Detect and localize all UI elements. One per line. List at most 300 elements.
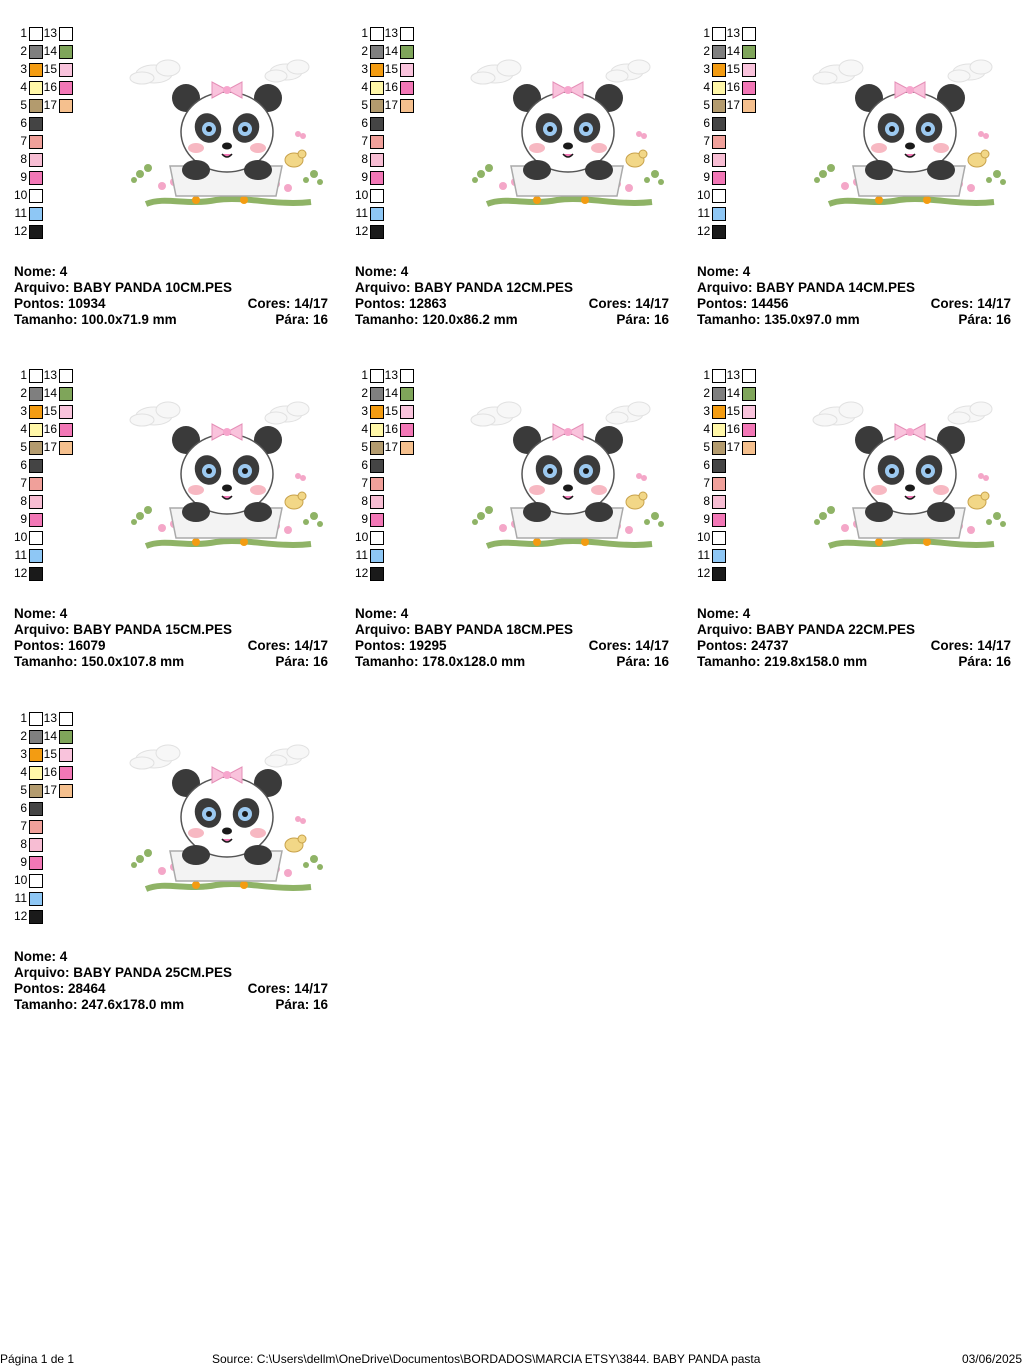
color-swatch [29, 820, 43, 834]
palette-row [355, 458, 415, 476]
swatch-number: 5 [703, 440, 710, 454]
palette-row [370, 404, 415, 422]
color-swatch [400, 423, 414, 437]
design-card [14, 26, 334, 326]
color-swatch [29, 531, 43, 545]
swatch-number: 4 [20, 765, 27, 779]
design-size: 150.0x107.8 mm [81, 654, 185, 669]
color-swatch [29, 117, 43, 131]
size-label: Tamanho: [14, 997, 78, 1012]
swatch-number: 14 [726, 386, 740, 400]
name-label: Nome: [14, 606, 57, 621]
palette-row [29, 404, 74, 422]
swatch-number: 3 [20, 747, 27, 761]
swatch-number: 7 [20, 819, 27, 833]
color-swatch [400, 369, 414, 383]
palette-row [697, 512, 757, 530]
swatch-number: 17 [726, 98, 740, 112]
stitches-label: Pontos: [14, 296, 65, 311]
swatch-number: 5 [361, 98, 368, 112]
swatch-number: 4 [20, 80, 27, 94]
file-label: Arquivo: [355, 280, 411, 295]
palette-row [712, 80, 757, 98]
stops-label: Pára: [616, 312, 651, 327]
palette-row [697, 134, 757, 152]
swatch-number: 17 [726, 440, 740, 454]
palette-row [29, 747, 74, 765]
panda-embroidery-preview [809, 398, 1009, 558]
palette-row [355, 152, 415, 170]
color-swatch [712, 171, 726, 185]
design-stitches: 12863 [409, 296, 447, 311]
design-info [697, 606, 1011, 670]
palette-row [14, 548, 74, 566]
size-label: Tamanho: [355, 312, 419, 327]
swatch-number: 14 [43, 729, 57, 743]
palette-row [697, 530, 757, 548]
color-swatch [712, 549, 726, 563]
color-swatch [29, 189, 43, 203]
design-name: 4 [742, 606, 751, 621]
color-swatch [59, 423, 73, 437]
swatch-number: 2 [703, 386, 710, 400]
color-swatch [712, 207, 726, 221]
swatch-number: 11 [355, 206, 368, 220]
color-swatch [59, 81, 73, 95]
design-size: 100.0x71.9 mm [81, 312, 177, 327]
bird-icon [626, 492, 647, 509]
swatch-number: 7 [703, 134, 710, 148]
palette-row [355, 512, 415, 530]
panda-head [172, 84, 282, 172]
swatch-number: 8 [361, 152, 368, 166]
stitches-label: Pontos: [697, 638, 748, 653]
colors-label: Cores: [930, 296, 974, 311]
swatch-number: 14 [726, 44, 740, 58]
swatch-number: 8 [20, 837, 27, 851]
palette-row [29, 98, 74, 116]
color-swatch [712, 225, 726, 239]
cloud-icon [606, 402, 650, 424]
file-label: Arquivo: [14, 280, 70, 295]
palette-row [14, 188, 74, 206]
palette-row [14, 458, 74, 476]
color-swatch [370, 495, 384, 509]
color-swatch [400, 387, 414, 401]
color-swatch [712, 477, 726, 491]
palette-row [29, 80, 74, 98]
palette-row [14, 170, 74, 188]
color-swatch [29, 856, 43, 870]
swatch-number: 8 [20, 152, 27, 166]
color-swatch [400, 441, 414, 455]
panda-head [855, 84, 965, 172]
color-swatch [712, 567, 726, 581]
design-file: BABY PANDA 15CM.PES [73, 622, 233, 637]
palette-row [14, 909, 74, 927]
design-file: BABY PANDA 12CM.PES [414, 280, 574, 295]
swatch-number: 2 [20, 44, 27, 58]
color-swatch [370, 567, 384, 581]
palette-row [355, 530, 415, 548]
swatch-number: 15 [43, 404, 57, 418]
swatch-number: 7 [703, 476, 710, 490]
color-swatch [712, 135, 726, 149]
color-swatch [29, 477, 43, 491]
palette-row [14, 494, 74, 512]
palette-row [370, 386, 415, 404]
color-swatch [400, 99, 414, 113]
design-colors: 14/17 [977, 296, 1011, 311]
color-swatch [29, 892, 43, 906]
design-file: BABY PANDA 10CM.PES [73, 280, 233, 295]
swatch-number: 13 [43, 711, 57, 725]
color-swatch [712, 117, 726, 131]
color-swatch [29, 802, 43, 816]
design-preview [126, 741, 326, 901]
design-info [14, 264, 328, 328]
design-card [14, 711, 334, 1011]
colors-label: Cores: [247, 296, 291, 311]
swatch-number: 10 [355, 188, 369, 202]
swatch-number: 7 [20, 476, 27, 490]
color-swatch [59, 748, 73, 762]
design-stitches: 14456 [751, 296, 789, 311]
design-stitches: 16079 [68, 638, 106, 653]
swatch-number: 14 [384, 44, 398, 58]
swatch-number: 1 [20, 711, 27, 725]
swatch-number: 13 [43, 26, 57, 40]
name-label: Nome: [697, 606, 740, 621]
stops-label: Pára: [275, 654, 310, 669]
swatch-number: 10 [14, 873, 28, 887]
butterfly-icon [295, 816, 306, 824]
palette-row [14, 819, 74, 837]
stops-label: Pára: [958, 312, 993, 327]
swatch-number: 17 [43, 783, 57, 797]
colors-label: Cores: [247, 981, 291, 996]
design-colors: 14/17 [294, 638, 328, 653]
color-swatch [29, 207, 43, 221]
color-swatch [370, 117, 384, 131]
palette-row [697, 566, 757, 584]
swatch-number: 10 [14, 530, 28, 544]
butterfly-icon [636, 473, 647, 481]
design-stops: 16 [312, 997, 328, 1012]
swatch-number: 2 [361, 44, 368, 58]
swatch-number: 10 [697, 530, 711, 544]
swatch-number: 16 [384, 80, 398, 94]
file-label: Arquivo: [14, 965, 70, 980]
swatch-number: 9 [20, 512, 27, 526]
design-card [355, 368, 675, 668]
name-label: Nome: [14, 264, 57, 279]
stitches-label: Pontos: [355, 296, 406, 311]
color-swatch [742, 405, 756, 419]
swatch-number: 5 [20, 440, 27, 454]
swatch-number: 3 [703, 404, 710, 418]
palette-row [14, 152, 74, 170]
color-swatch [370, 153, 384, 167]
bird-icon [626, 150, 647, 167]
swatch-number: 11 [355, 548, 368, 562]
palette-row [29, 26, 74, 44]
swatch-number: 15 [384, 404, 398, 418]
color-swatch [59, 99, 73, 113]
color-swatch [29, 135, 43, 149]
palette-row [712, 386, 757, 404]
swatch-number: 11 [14, 891, 27, 905]
swatch-number: 11 [697, 206, 710, 220]
color-swatch [370, 135, 384, 149]
swatch-number: 9 [20, 855, 27, 869]
design-info [14, 606, 328, 670]
swatch-number: 15 [726, 62, 740, 76]
swatch-number: 16 [726, 80, 740, 94]
palette-row [14, 891, 74, 909]
color-swatch [29, 171, 43, 185]
palette-row [697, 548, 757, 566]
swatch-number: 6 [20, 116, 27, 130]
palette-row [355, 566, 415, 584]
file-label: Arquivo: [14, 622, 70, 637]
color-swatch [370, 549, 384, 563]
swatch-number: 1 [703, 368, 710, 382]
design-preview [467, 56, 667, 216]
color-swatch [59, 766, 73, 780]
design-file: BABY PANDA 14CM.PES [756, 280, 916, 295]
swatch-number: 1 [361, 26, 368, 40]
design-stitches: 24737 [751, 638, 789, 653]
swatch-number: 13 [726, 368, 740, 382]
color-swatch [29, 513, 43, 527]
swatch-number: 17 [384, 98, 398, 112]
design-card [14, 368, 334, 668]
color-swatch [59, 730, 73, 744]
color-swatch [59, 63, 73, 77]
panda-embroidery-preview [126, 398, 326, 558]
source-path: Source: C:\Users\dellm\OneDrive\Documentos\BORDADOS\MARCIA ETSY\3844. BABY PANDA pasta [212, 1352, 761, 1366]
swatch-number: 15 [43, 62, 57, 76]
palette-row [712, 44, 757, 62]
color-swatch [712, 153, 726, 167]
cloud-icon [265, 402, 309, 424]
color-palette [355, 26, 425, 248]
swatch-number: 1 [20, 26, 27, 40]
color-swatch [370, 189, 384, 203]
swatch-number: 12 [14, 909, 28, 923]
stitches-label: Pontos: [14, 638, 65, 653]
stops-label: Pára: [275, 312, 310, 327]
palette-row [355, 548, 415, 566]
swatch-number: 6 [20, 458, 27, 472]
cloud-icon [948, 402, 992, 424]
palette-row [29, 440, 74, 458]
swatch-number: 2 [703, 44, 710, 58]
palette-row [697, 152, 757, 170]
palette-row [370, 368, 415, 386]
bird-icon [285, 835, 306, 852]
swatch-number: 6 [703, 458, 710, 472]
palette-row [697, 458, 757, 476]
swatch-number: 16 [43, 765, 57, 779]
palette-row [697, 224, 757, 242]
palette-row [14, 530, 74, 548]
palette-row [697, 206, 757, 224]
design-stitches: 28464 [68, 981, 106, 996]
swatch-number: 1 [361, 368, 368, 382]
swatch-number: 2 [20, 386, 27, 400]
color-palette [14, 26, 84, 248]
palette-row [29, 422, 74, 440]
swatch-number: 4 [20, 422, 27, 436]
color-swatch [370, 513, 384, 527]
swatch-number: 16 [43, 80, 57, 94]
swatch-number: 2 [20, 729, 27, 743]
swatch-number: 12 [14, 224, 28, 238]
swatch-number: 3 [20, 62, 27, 76]
cloud-icon [130, 402, 180, 426]
design-info [697, 264, 1011, 328]
palette-row [14, 801, 74, 819]
color-swatch [742, 63, 756, 77]
swatch-number: 6 [361, 116, 368, 130]
color-swatch [742, 441, 756, 455]
design-preview [809, 56, 1009, 216]
swatch-number: 10 [14, 188, 28, 202]
color-swatch [59, 784, 73, 798]
palette-row [370, 440, 415, 458]
color-swatch [712, 531, 726, 545]
palette-row [14, 116, 74, 134]
name-label: Nome: [14, 949, 57, 964]
palette-row [355, 170, 415, 188]
swatch-number: 1 [20, 368, 27, 382]
palette-row [14, 206, 74, 224]
swatch-number: 10 [355, 530, 369, 544]
palette-row [14, 224, 74, 242]
swatch-number: 3 [703, 62, 710, 76]
stops-label: Pára: [958, 654, 993, 669]
design-stops: 16 [653, 654, 669, 669]
swatch-number: 13 [726, 26, 740, 40]
colors-label: Cores: [247, 638, 291, 653]
palette-row [14, 837, 74, 855]
design-name: 4 [742, 264, 751, 279]
swatch-number: 7 [361, 134, 368, 148]
color-swatch [370, 531, 384, 545]
stops-label: Pára: [616, 654, 651, 669]
color-palette [355, 368, 425, 590]
color-swatch [712, 513, 726, 527]
palette-row [29, 62, 74, 80]
color-palette [14, 368, 84, 590]
swatch-number: 6 [703, 116, 710, 130]
color-swatch [712, 495, 726, 509]
palette-row [712, 440, 757, 458]
size-label: Tamanho: [14, 654, 78, 669]
swatch-number: 16 [43, 422, 57, 436]
butterfly-icon [636, 131, 647, 139]
palette-row [712, 422, 757, 440]
design-card [697, 368, 1017, 668]
size-label: Tamanho: [697, 654, 761, 669]
design-info [355, 264, 669, 328]
palette-row [14, 873, 74, 891]
swatch-number: 17 [43, 98, 57, 112]
design-stops: 16 [653, 312, 669, 327]
palette-row [370, 98, 415, 116]
swatch-number: 12 [697, 224, 711, 238]
cloud-icon [813, 60, 863, 84]
bird-icon [285, 492, 306, 509]
palette-row [697, 170, 757, 188]
swatch-number: 6 [20, 801, 27, 815]
bird-icon [968, 150, 989, 167]
swatch-number: 12 [355, 566, 369, 580]
color-swatch [29, 910, 43, 924]
palette-row [355, 224, 415, 242]
design-colors: 14/17 [294, 981, 328, 996]
palette-row [697, 494, 757, 512]
size-label: Tamanho: [697, 312, 761, 327]
swatch-number: 8 [361, 494, 368, 508]
swatch-number: 14 [43, 386, 57, 400]
color-swatch [370, 171, 384, 185]
swatch-number: 11 [14, 206, 27, 220]
palette-row [712, 98, 757, 116]
color-swatch [370, 459, 384, 473]
cloud-icon [606, 60, 650, 82]
palette-row [29, 711, 74, 729]
palette-row [14, 566, 74, 584]
swatch-number: 5 [20, 783, 27, 797]
color-palette [14, 711, 84, 933]
color-swatch [59, 441, 73, 455]
design-file: BABY PANDA 22CM.PES [756, 622, 916, 637]
design-name: 4 [59, 606, 68, 621]
color-swatch [370, 477, 384, 491]
palette-row [712, 62, 757, 80]
swatch-number: 16 [726, 422, 740, 436]
design-colors: 14/17 [294, 296, 328, 311]
palette-row [29, 386, 74, 404]
color-swatch [59, 387, 73, 401]
palette-row [712, 404, 757, 422]
cloud-icon [471, 60, 521, 84]
color-swatch [29, 874, 43, 888]
color-swatch [370, 207, 384, 221]
swatch-number: 9 [703, 512, 710, 526]
swatch-number: 5 [703, 98, 710, 112]
design-preview [809, 398, 1009, 558]
design-size: 247.6x178.0 mm [81, 997, 185, 1012]
design-stops: 16 [312, 312, 328, 327]
color-swatch [29, 567, 43, 581]
swatch-number: 16 [384, 422, 398, 436]
design-card [697, 26, 1017, 326]
color-swatch [59, 712, 73, 726]
color-swatch [370, 225, 384, 239]
design-preview [467, 398, 667, 558]
swatch-number: 15 [384, 62, 398, 76]
design-stitches: 10934 [68, 296, 106, 311]
color-swatch [29, 549, 43, 563]
panda-embroidery-preview [126, 56, 326, 216]
size-label: Tamanho: [14, 312, 78, 327]
color-swatch [400, 405, 414, 419]
swatch-number: 7 [20, 134, 27, 148]
